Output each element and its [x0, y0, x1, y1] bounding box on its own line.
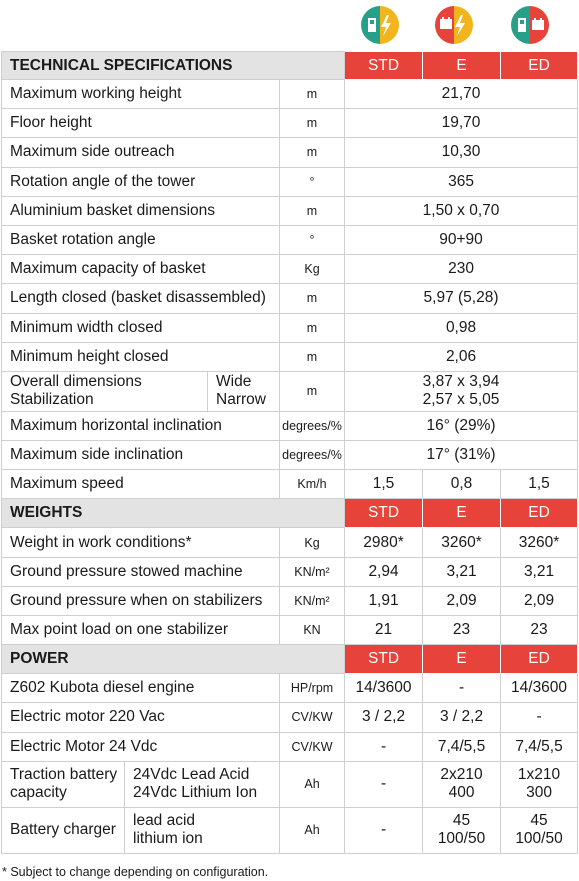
value-ed-line-1: 1x210: [517, 766, 561, 784]
value-ed-line-2: 300: [526, 784, 552, 802]
overall-value-line-1: 3,87 x 3,94: [422, 373, 500, 391]
spec-unit: Ah: [280, 761, 345, 807]
footnote: * Subject to change depending on configuration.: [2, 865, 269, 879]
table-row: [2, 616, 578, 645]
traction-sub-line-2: 24Vdc Lithium Ion: [133, 784, 258, 802]
spec-unit: m: [280, 371, 345, 411]
value-ed: 2,09: [501, 586, 578, 615]
value-e-line-2: 400: [448, 784, 475, 802]
value-e: 7,4/5,5: [423, 732, 501, 761]
spec-unit: KN/m²: [280, 557, 345, 586]
col-header-e: E: [423, 52, 501, 80]
value-ed: 3260*: [501, 528, 578, 557]
battery-electric-icon: [435, 6, 473, 44]
value-e: 0,8: [423, 470, 501, 499]
table-row: [2, 371, 578, 411]
traction-label: [2, 761, 125, 807]
spec-table: [1, 51, 578, 854]
value-ed: 14/3600: [501, 674, 578, 703]
spec-label: Z602 Kubota diesel engine: [2, 674, 280, 703]
table-row: [2, 225, 578, 254]
value-e-line-1: 45: [452, 812, 471, 830]
value-ed-line-2: 100/50: [515, 830, 563, 848]
spec-label: Floor height: [2, 109, 280, 138]
value-std: 3 / 2,2: [345, 703, 423, 732]
charger-sub-line-1: lead acid: [133, 812, 196, 830]
spec-unit: HP/rpm: [280, 674, 345, 703]
version-icons: [345, 6, 579, 46]
table-row: [2, 255, 578, 284]
traction-label-line-2: capacity: [10, 784, 67, 802]
spec-value: 90+90: [345, 225, 578, 254]
spec-unit: Kg: [280, 255, 345, 284]
table-row: [2, 52, 578, 80]
overall-label-line-1: Overall dimensions: [10, 373, 142, 391]
spec-label: Length closed (basket disassembled): [2, 284, 280, 313]
spec-label: Maximum side outreach: [2, 138, 280, 167]
diesel-battery-icon: [511, 6, 549, 44]
value-e: -: [423, 674, 501, 703]
spec-value: 230: [345, 255, 578, 284]
charger-sub: [125, 807, 280, 853]
spec-value: 16° (29%): [345, 411, 578, 440]
table-row: [2, 586, 578, 615]
table-row: [2, 167, 578, 196]
value-ed: 7,4/5,5: [501, 732, 578, 761]
value-std: 2980*: [345, 528, 423, 557]
value-e: 23: [423, 616, 501, 645]
value-e: 3,21: [423, 557, 501, 586]
table-row: [2, 761, 578, 807]
value-e: 2,09: [423, 586, 501, 615]
spec-unit: Ah: [280, 807, 345, 853]
overall-label-line-2: Stabilization: [10, 391, 94, 409]
overall-label: [2, 371, 208, 411]
spec-unit: m: [280, 342, 345, 371]
table-row: [2, 807, 578, 853]
value-ed: 1,5: [501, 470, 578, 499]
charger-label: Battery charger: [2, 807, 125, 853]
spec-label: Maximum working height: [2, 80, 280, 109]
table-row: [2, 645, 578, 674]
overall-sub: [208, 371, 280, 411]
traction-sub: [125, 761, 280, 807]
value-std: 21: [345, 616, 423, 645]
col-header-std: STD: [345, 645, 423, 674]
table-row: [2, 732, 578, 761]
table-row: [2, 441, 578, 470]
table-row: [2, 470, 578, 499]
value-std: -: [345, 807, 423, 853]
spec-unit: °: [280, 225, 345, 254]
table-row: [2, 528, 578, 557]
col-header-e: E: [423, 499, 501, 528]
spec-unit: degrees/%: [280, 441, 345, 470]
spec-unit: m: [280, 138, 345, 167]
spec-unit: m: [280, 80, 345, 109]
spec-value: 1,50 x 0,70: [345, 196, 578, 225]
table-row: [2, 411, 578, 440]
spec-label: Maximum speed: [2, 470, 280, 499]
table-row: [2, 674, 578, 703]
section-title-tech: TECHNICAL SPECIFICATIONS: [2, 52, 345, 80]
spec-value: 19,70: [345, 109, 578, 138]
col-header-ed: ED: [501, 52, 578, 80]
value-std: 2,94: [345, 557, 423, 586]
table-row: [2, 703, 578, 732]
value-ed: 3,21: [501, 557, 578, 586]
spec-label: Ground pressure when on stabilizers: [2, 586, 280, 615]
spec-label: Electric motor 220 Vac: [2, 703, 280, 732]
col-header-std: STD: [345, 52, 423, 80]
value-e: [423, 807, 501, 853]
col-header-e: E: [423, 645, 501, 674]
value-ed-line-1: 45: [530, 812, 548, 830]
spec-unit: °: [280, 167, 345, 196]
spec-label: Ground pressure stowed machine: [2, 557, 280, 586]
overall-value-line-2: 2,57 x 5,05: [422, 391, 500, 409]
value-std: 14/3600: [345, 674, 423, 703]
value-std: 1,5: [345, 470, 423, 499]
spec-label: Rotation angle of the tower: [2, 167, 280, 196]
spec-unit: CV/KW: [280, 703, 345, 732]
spec-unit: CV/KW: [280, 732, 345, 761]
value-ed: [501, 807, 578, 853]
spec-unit: KN: [280, 616, 345, 645]
spec-label: Aluminium basket dimensions: [2, 196, 280, 225]
traction-label-line-1: Traction battery: [10, 766, 118, 784]
spec-label: Maximum side inclination: [2, 441, 280, 470]
spec-unit: degrees/%: [280, 411, 345, 440]
table-row: [2, 109, 578, 138]
spec-unit: Km/h: [280, 470, 345, 499]
diesel-electric-icon: [361, 6, 399, 44]
value-e-line-1: 2x210: [440, 766, 483, 784]
spec-unit: Kg: [280, 528, 345, 557]
value-e: [423, 761, 501, 807]
table-row: [2, 196, 578, 225]
col-header-ed: ED: [501, 645, 578, 674]
value-std: 1,91: [345, 586, 423, 615]
value-e: 3260*: [423, 528, 501, 557]
value-e: 3 / 2,2: [423, 703, 501, 732]
spec-value: 2,06: [345, 342, 578, 371]
overall-sub-line-1: Wide: [216, 373, 252, 391]
spec-label: Weight in work conditions*: [2, 528, 280, 557]
table-row: [2, 557, 578, 586]
spec-label: Electric Motor 24 Vdc: [2, 732, 280, 761]
table-row: [2, 313, 578, 342]
spec-value: 5,97 (5,28): [345, 284, 578, 313]
traction-sub-line-1: 24Vdc Lead Acid: [133, 766, 250, 784]
spec-label: Minimum height closed: [2, 342, 280, 371]
value-ed: [501, 761, 578, 807]
spec-label: Minimum width closed: [2, 313, 280, 342]
spec-value: 21,70: [345, 80, 578, 109]
spec-value: 10,30: [345, 138, 578, 167]
value-ed: 23: [501, 616, 578, 645]
table-row: [2, 342, 578, 371]
spec-value: 365: [345, 167, 578, 196]
col-header-std: STD: [345, 499, 423, 528]
overall-sub-line-2: Narrow: [216, 391, 266, 409]
value-e-line-2: 100/50: [437, 830, 486, 848]
table-row: [2, 499, 578, 528]
overall-value: [345, 371, 578, 411]
section-title-power: POWER: [2, 645, 345, 674]
spec-unit: m: [280, 196, 345, 225]
value-ed: -: [501, 703, 578, 732]
spec-label: Maximum horizontal inclination: [2, 411, 280, 440]
charger-sub-line-2: lithium ion: [133, 830, 203, 848]
spec-unit: m: [280, 284, 345, 313]
col-header-ed: ED: [501, 499, 578, 528]
spec-value: 0,98: [345, 313, 578, 342]
section-title-weights: WEIGHTS: [2, 499, 345, 528]
value-std: -: [345, 761, 423, 807]
table-row: [2, 80, 578, 109]
spec-value: 17° (31%): [345, 441, 578, 470]
table-row: [2, 284, 578, 313]
value-std: -: [345, 732, 423, 761]
spec-unit: m: [280, 313, 345, 342]
spec-label: Max point load on one stabilizer: [2, 616, 280, 645]
spec-label: Basket rotation angle: [2, 225, 280, 254]
spec-label: Maximum capacity of basket: [2, 255, 280, 284]
spec-unit: m: [280, 109, 345, 138]
table-row: [2, 138, 578, 167]
spec-unit: KN/m²: [280, 586, 345, 615]
